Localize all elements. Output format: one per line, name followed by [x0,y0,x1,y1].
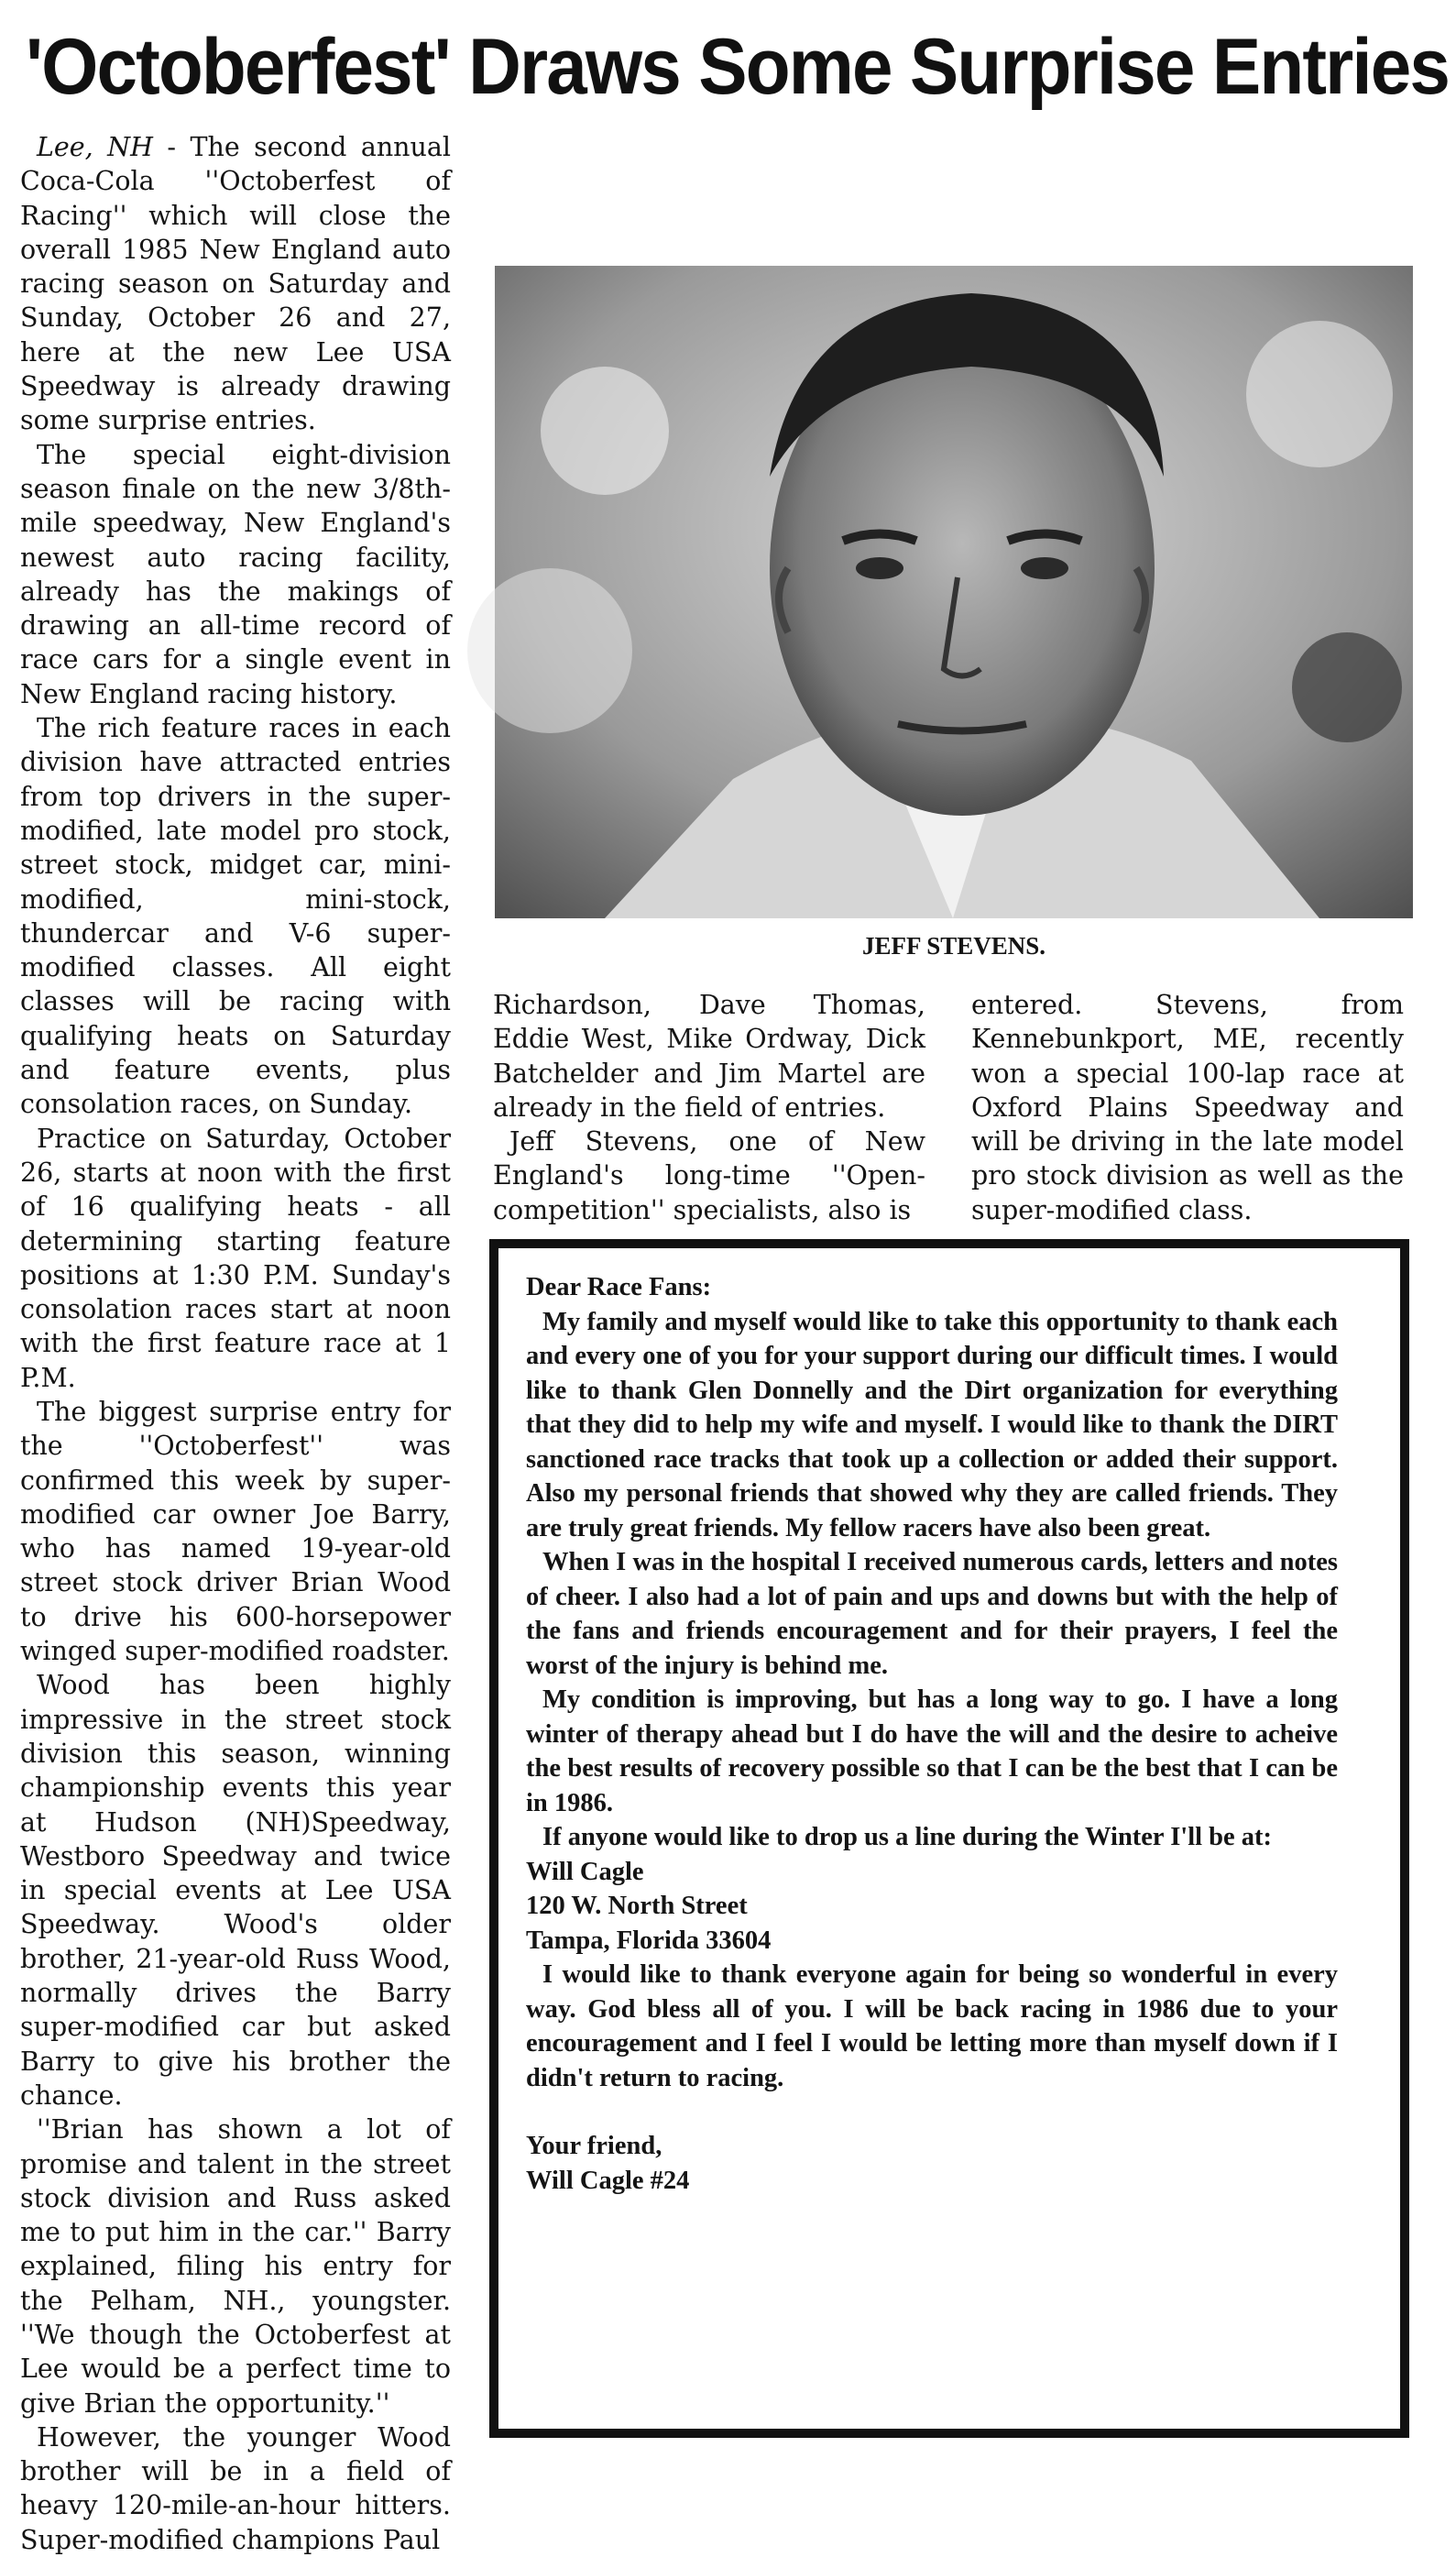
letter-salutation: Dear Race Fans: [526,1273,712,1301]
article-paragraph: ''Brian has shown a lot of promise and talent in the street stock division and Russ asked me to put him in the car.'' Barry explained, filing his entry for the Pelham, NH., youngster. ''We though the Octoberfest at Lee would be a perfect time to give Brian the opportunity.'' [20,2114,451,2419]
article-paragraph: Richardson, Dave Thomas, Eddie West, Mike Ordway, Dick Batchelder and Jim Martel are already in the field of entries. [493,990,925,1123]
letter-paragraph: I would like to thank everyone again for being so wonderful in every way. God bless all of you. I will be back racing in 1986 due to your encouragement and I feel I would be letting more than myself down if I didn't return to racing. [526,1960,1338,2092]
letter-signature: Will Cagle #24 [526,2166,690,2195]
letter-signoff: Your friend, [526,2132,662,2160]
address-city: Tampa, Florida 33604 [526,1926,772,1955]
article-paragraph: However, the younger Wood brother will be in a field of heavy 120-mile-an-hour hitters. Super-modified champions Paul [20,2421,451,2555]
photo-caption: JEFF STEVENS. [861,932,1046,960]
article-paragraph: The special eight-division season finale on the new 3/8th-mile speedway, New England's newest auto racing facility, already has the makings of drawing an all-time record of race cars for a single event in New England racing history. [20,439,451,709]
article-paragraph: Lee, NH - The second annual Coca-Cola ''Octoberfest of Racing'' which will close the overall 1985 New England auto racing season on Saturday and Sunday, October 26 and 27, here at the new Lee USA Speedway is already drawing some surprise entries. [20,132,451,436]
article-left-column [20,130,451,2555]
article-paragraph: entered. Stevens, from Kennebunkport, ME, recently won a special 100-lap race at Oxford Plains Speedway and will be driving in the late model pro stock division as well as the super-modified class. [971,990,1404,1225]
article-paragraph: The rich feature races in each division have attracted entries from top drivers in the super-modified, late model pro stock, street stock, midget car, mini-modified, mini-stock, thundercar and V-6 super-modified classes. All eight classes will be racing with qualifying heats on Saturday and feature events, plus consolation races, on Sunday. [20,713,451,1120]
letter-body [526,1270,1338,2198]
letter-paragraph: My condition is improving, but has a long way to go. I have a long winter of therapy ahead but I do have the will and the desire to acheive the best results of recovery possible so that I can be the best that I can be in 1986. [526,1685,1338,1817]
address-name: Will Cagle [526,1857,644,1886]
driver-photo [495,266,1413,918]
article-paragraph: Jeff Stevens, one of New England's long-time ''Open-competition'' specialists, also is [493,1126,925,1225]
article-paragraph: The biggest surprise entry for the ''Octoberfest'' was confirmed this week by super-modified car owner Joe Barry, who has named 19-year-old street stock driver Brian Wood to drive his 600-horsepower winged super-modified roadster. [20,1396,451,1667]
letter-box [489,1239,1409,2438]
headline: 'Octoberfest' Draws Some Surprise Entries [26,23,1450,111]
article-paragraph: Practice on Saturday, October 26, starts at noon with the first of 16 qualifying heats - all determining starting feature positions at 1:30 P.M. Sunday's consolation races start at noon with the first feature race at 1 P.M. [20,1123,451,1393]
article-paragraph: Wood has been highly impressive in the street stock division this season, winning championship events this year at Hudson (NH)Speedway, Westboro Speedway and twice in special events at Lee USA Speedway. Wood's older brother, 21-year-old Russ Wood, normally drives the Barry super-modified car but asked Barry to give his brother the chance. [20,1670,451,2111]
address-street: 120 W. North Street [526,1892,748,1920]
article-right-column [971,988,1404,1228]
article-middle-column [493,988,925,1228]
letter-paragraph: My family and myself would like to take this opportunity to thank each and every one of you for your support during our difficult times. I would like to thank Glen Donnelly and the Dirt organization for everything that they did to help my wife and myself. I would like to thank the DIRT sanctioned race tracks that took up a collection or added their support. Also my personal friends that showed why they are called friends. They are truly great friends. My fellow racers have also been great. [526,1307,1338,1542]
letter-paragraph: When I was in the hospital I received numerous cards, letters and notes of cheer. I also had a lot of pain and ups and downs but with the help of the fans and friends encouragement and for their prayers, I feel the worst of the injury is behind me. [526,1548,1338,1680]
dateline: Lee, NH [37,132,153,162]
letter-paragraph: If anyone would like to drop us a line during the Winter I'll be at: [542,1823,1273,1851]
